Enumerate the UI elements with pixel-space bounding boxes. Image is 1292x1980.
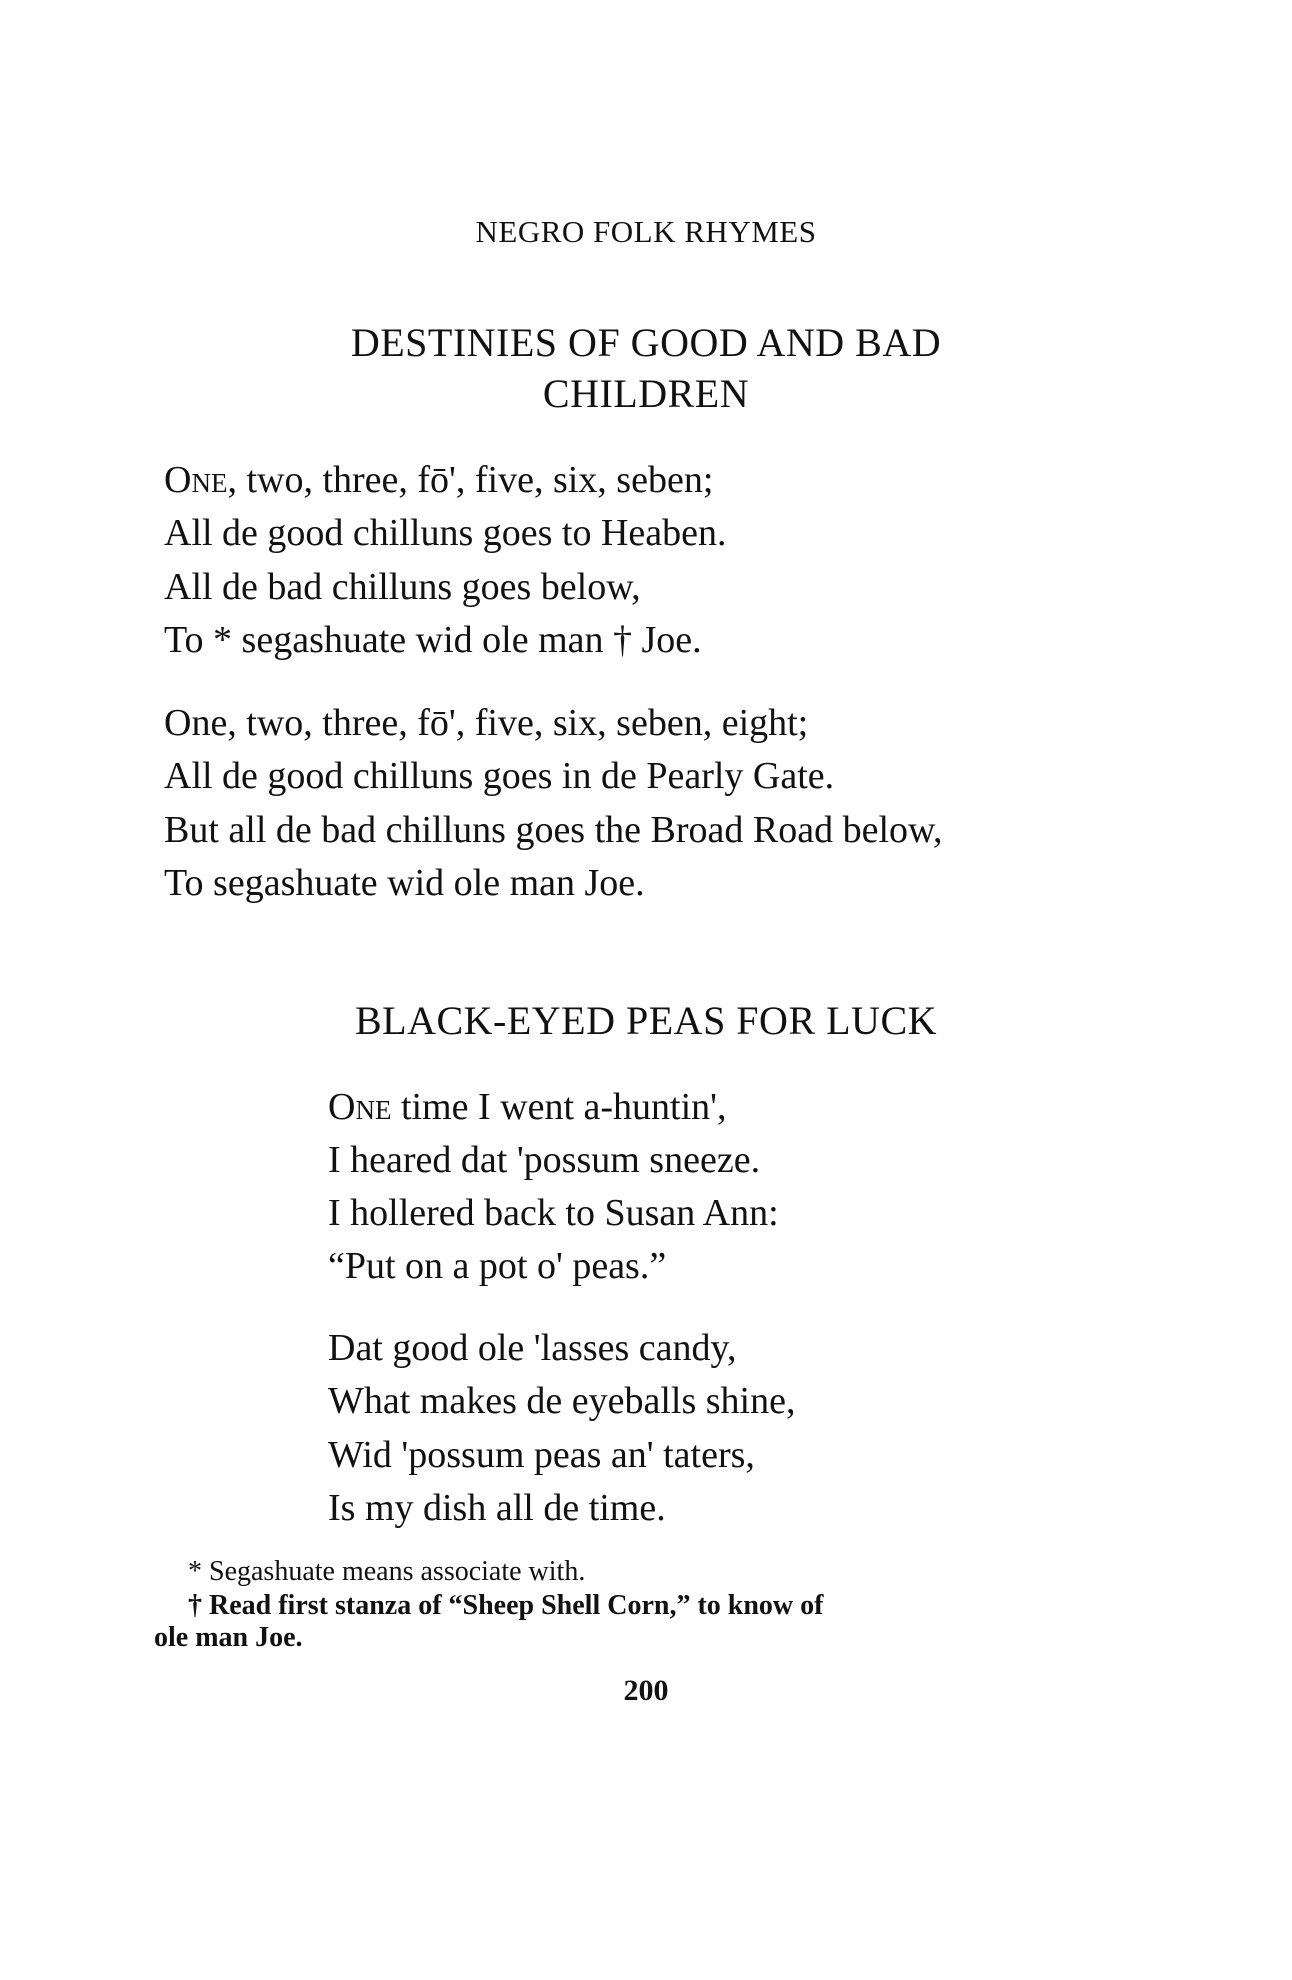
poem-title-line-1: DESTINIES OF GOOD AND BAD bbox=[350, 320, 942, 365]
footnote: * Segashuate means associate with. bbox=[188, 1556, 586, 1587]
verse-line: What makes de eyeballs shine, bbox=[328, 1380, 796, 1422]
verse-line: I hollered back to Susan Ann: bbox=[328, 1192, 779, 1234]
verse-line: But all de bad chilluns goes the Broad Road below, bbox=[164, 809, 943, 851]
verse-line: All de good chilluns goes in de Pearly Gate. bbox=[164, 755, 835, 797]
verse-line: I heared dat 'possum sneeze. bbox=[328, 1139, 761, 1181]
poem-title: BLACK-EYED PEAS FOR LUCK bbox=[354, 998, 938, 1043]
running-head: NEGRO FOLK RHYMES bbox=[475, 214, 817, 249]
verse-line: To segashuate wid ole man Joe. bbox=[164, 862, 645, 904]
footnote: † Read first stanza of “Sheep Shell Corn,” to know of bbox=[188, 1590, 824, 1621]
verse-line: To * segashuate wid ole man † Joe. bbox=[164, 619, 702, 661]
first-word-small-caps: One bbox=[328, 1086, 392, 1128]
verse-line: Is my dish all de time. bbox=[328, 1487, 666, 1529]
poem-title-line-2: CHILDREN bbox=[542, 371, 750, 416]
verse-line: Dat good ole 'lasses candy, bbox=[328, 1327, 737, 1369]
first-word-small-caps: One bbox=[164, 459, 228, 501]
verse-line: All de bad chilluns goes below, bbox=[164, 566, 641, 608]
footnote-continued: ole man Joe. bbox=[154, 1622, 303, 1653]
verse-line: Wid 'possum peas an' taters, bbox=[328, 1434, 755, 1476]
verse-line: One time I went a-huntin', bbox=[328, 1086, 727, 1128]
verse-line: One, two, three, fō', five, six, seben, eight; bbox=[164, 702, 809, 744]
verse-line: One, two, three, fō', five, six, seben; bbox=[164, 459, 714, 501]
verse-line: All de good chilluns goes to Heaben. bbox=[164, 512, 727, 554]
verse-line: “Put on a pot o' peas.” bbox=[328, 1245, 667, 1287]
page-number: 200 bbox=[623, 1674, 669, 1707]
